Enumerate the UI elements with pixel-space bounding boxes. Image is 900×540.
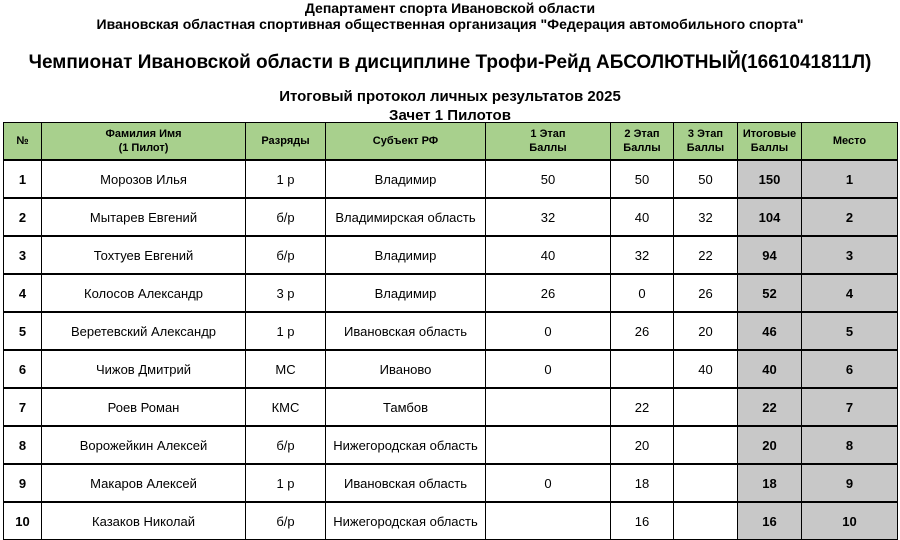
cell-total: 94 bbox=[738, 236, 802, 274]
table-row bbox=[4, 236, 898, 274]
table-row bbox=[4, 350, 898, 388]
cell-total: 22 bbox=[738, 388, 802, 426]
cell-stage2: 26 bbox=[611, 312, 674, 350]
cell-stage1: 32 bbox=[486, 198, 611, 236]
cell-stage1: 50 bbox=[486, 160, 611, 198]
col-name-header bbox=[42, 123, 246, 161]
cell-stage3: 40 bbox=[674, 350, 738, 388]
cell-total: 150 bbox=[738, 160, 802, 198]
cell-total: 20 bbox=[738, 426, 802, 464]
col-name-sublabel: (1 Пилот) bbox=[118, 142, 169, 154]
cell-stage3 bbox=[674, 464, 738, 502]
cell-stage2: 22 bbox=[611, 388, 674, 426]
cell-total: 104 bbox=[738, 198, 802, 236]
cell-num: 8 bbox=[4, 426, 42, 464]
protocol-title: Итоговый протокол личных результатов 2025 bbox=[279, 88, 621, 105]
cell-stage3: 32 bbox=[674, 198, 738, 236]
cell-stage3 bbox=[674, 426, 738, 464]
col-stage1-header bbox=[486, 123, 611, 161]
cell-region: Иваново bbox=[326, 350, 486, 388]
cell-name: Роев Роман bbox=[42, 388, 246, 426]
cell-stage3 bbox=[674, 388, 738, 426]
col-place-header bbox=[802, 123, 898, 161]
cell-grade: б/р bbox=[246, 426, 326, 464]
cell-num: 4 bbox=[4, 274, 42, 312]
col-region-label: Субъект РФ bbox=[372, 135, 439, 147]
col-grade-header bbox=[246, 123, 326, 161]
col-region-header bbox=[326, 123, 486, 161]
header-row bbox=[4, 123, 898, 161]
table-row bbox=[4, 274, 898, 312]
cell-stage3: 50 bbox=[674, 160, 738, 198]
col-stage2-sublabel: Баллы bbox=[623, 142, 661, 154]
cell-stage3: 26 bbox=[674, 274, 738, 312]
cell-place: 2 bbox=[802, 198, 898, 236]
cell-name: Веретевский Александр bbox=[42, 312, 246, 350]
cell-total: 18 bbox=[738, 464, 802, 502]
cell-region: Ивановская область bbox=[326, 312, 486, 350]
cell-stage2: 16 bbox=[611, 502, 674, 540]
cell-stage1: 0 bbox=[486, 312, 611, 350]
cell-total: 16 bbox=[738, 502, 802, 540]
col-place-label: Место bbox=[832, 135, 867, 147]
cell-grade: 1 р bbox=[246, 312, 326, 350]
cell-name: Колосов Александр bbox=[42, 274, 246, 312]
cell-stage1: 0 bbox=[486, 350, 611, 388]
cell-stage1: 0 bbox=[486, 464, 611, 502]
cell-name: Чижов Дмитрий bbox=[42, 350, 246, 388]
results-table bbox=[3, 122, 898, 540]
cell-grade: б/р bbox=[246, 502, 326, 540]
cell-name: Морозов Илья bbox=[42, 160, 246, 198]
col-name-label: Фамилия Имя bbox=[105, 128, 182, 140]
cell-place: 1 bbox=[802, 160, 898, 198]
col-stage2-label: 2 Этап bbox=[624, 128, 660, 140]
championship-title: Чемпионат Ивановской области в дисциплине Трофи-Рейд АБСОЛЮТНЫЙ(1661041811Л) bbox=[28, 52, 872, 73]
cell-region: Тамбов bbox=[326, 388, 486, 426]
cell-num: 1 bbox=[4, 160, 42, 198]
cell-total: 52 bbox=[738, 274, 802, 312]
cell-name: Тохтуев Евгений bbox=[42, 236, 246, 274]
cell-stage1: 40 bbox=[486, 236, 611, 274]
col-stage3-sublabel: Баллы bbox=[686, 142, 725, 154]
col-num-label: № bbox=[16, 135, 29, 147]
table-row bbox=[4, 388, 898, 426]
cell-place: 3 bbox=[802, 236, 898, 274]
col-stage1-sublabel: Баллы bbox=[529, 142, 567, 154]
table-row bbox=[4, 502, 898, 540]
cell-region: Владимирская область bbox=[326, 198, 486, 236]
col-total-header bbox=[738, 123, 802, 161]
cell-place: 9 bbox=[802, 464, 898, 502]
table-row bbox=[4, 426, 898, 464]
table-row bbox=[4, 312, 898, 350]
cell-num: 3 bbox=[4, 236, 42, 274]
cell-grade: 1 р bbox=[246, 464, 326, 502]
cell-num: 6 bbox=[4, 350, 42, 388]
col-stage2-header bbox=[611, 123, 674, 161]
cell-stage2: 40 bbox=[611, 198, 674, 236]
cell-grade: МС bbox=[246, 350, 326, 388]
cell-num: 10 bbox=[4, 502, 42, 540]
cell-total: 40 bbox=[738, 350, 802, 388]
table-row bbox=[4, 160, 898, 198]
col-total-label: Итоговые bbox=[742, 128, 797, 140]
col-stage3-header bbox=[674, 123, 738, 161]
cell-stage1 bbox=[486, 502, 611, 540]
cell-total: 46 bbox=[738, 312, 802, 350]
cell-region: Владимир bbox=[326, 274, 486, 312]
cell-grade: б/р bbox=[246, 236, 326, 274]
cell-place: 8 bbox=[802, 426, 898, 464]
cell-name: Ворожейкин Алексей bbox=[42, 426, 246, 464]
cell-place: 4 bbox=[802, 274, 898, 312]
cell-num: 2 bbox=[4, 198, 42, 236]
table-row bbox=[4, 198, 898, 236]
col-num-header bbox=[4, 123, 42, 161]
cell-grade: 1 р bbox=[246, 160, 326, 198]
cell-place: 10 bbox=[802, 502, 898, 540]
cell-place: 7 bbox=[802, 388, 898, 426]
cell-num: 5 bbox=[4, 312, 42, 350]
cell-region: Владимир bbox=[326, 160, 486, 198]
cell-grade: б/р bbox=[246, 198, 326, 236]
cell-stage1: 26 bbox=[486, 274, 611, 312]
cell-stage2: 20 bbox=[611, 426, 674, 464]
cell-stage1 bbox=[486, 426, 611, 464]
department-title: Департамент спорта Ивановской области bbox=[304, 0, 596, 16]
cell-num: 9 bbox=[4, 464, 42, 502]
cell-stage1 bbox=[486, 388, 611, 426]
cell-name: Мытарев Евгений bbox=[42, 198, 246, 236]
cell-place: 5 bbox=[802, 312, 898, 350]
table-row bbox=[4, 464, 898, 502]
cell-region: Владимир bbox=[326, 236, 486, 274]
cell-name: Макаров Алексей bbox=[42, 464, 246, 502]
cell-place: 6 bbox=[802, 350, 898, 388]
cell-stage2: 0 bbox=[611, 274, 674, 312]
col-total-sublabel: Баллы bbox=[750, 142, 789, 154]
col-stage3-label: 3 Этап bbox=[687, 128, 724, 140]
federation-title: Ивановская областная спортивная общественная организация "Федерация автомобильного спорта" bbox=[96, 16, 804, 32]
cell-region: Ивановская область bbox=[326, 464, 486, 502]
col-stage1-label: 1 Этап bbox=[530, 128, 566, 140]
cell-grade: 3 р bbox=[246, 274, 326, 312]
cell-stage2: 18 bbox=[611, 464, 674, 502]
protocol-subtitle: Зачет 1 Пилотов bbox=[389, 107, 511, 121]
cell-region: Нижегородская область bbox=[326, 502, 486, 540]
cell-stage3: 22 bbox=[674, 236, 738, 274]
cell-grade: КМС bbox=[246, 388, 326, 426]
cell-stage2: 32 bbox=[611, 236, 674, 274]
cell-stage2: 50 bbox=[611, 160, 674, 198]
cell-num: 7 bbox=[4, 388, 42, 426]
cell-stage3: 20 bbox=[674, 312, 738, 350]
col-grade-label: Разряды bbox=[261, 135, 310, 147]
cell-stage2 bbox=[611, 350, 674, 388]
cell-name: Казаков Николай bbox=[42, 502, 246, 540]
cell-stage3 bbox=[674, 502, 738, 540]
cell-region: Нижегородская область bbox=[326, 426, 486, 464]
